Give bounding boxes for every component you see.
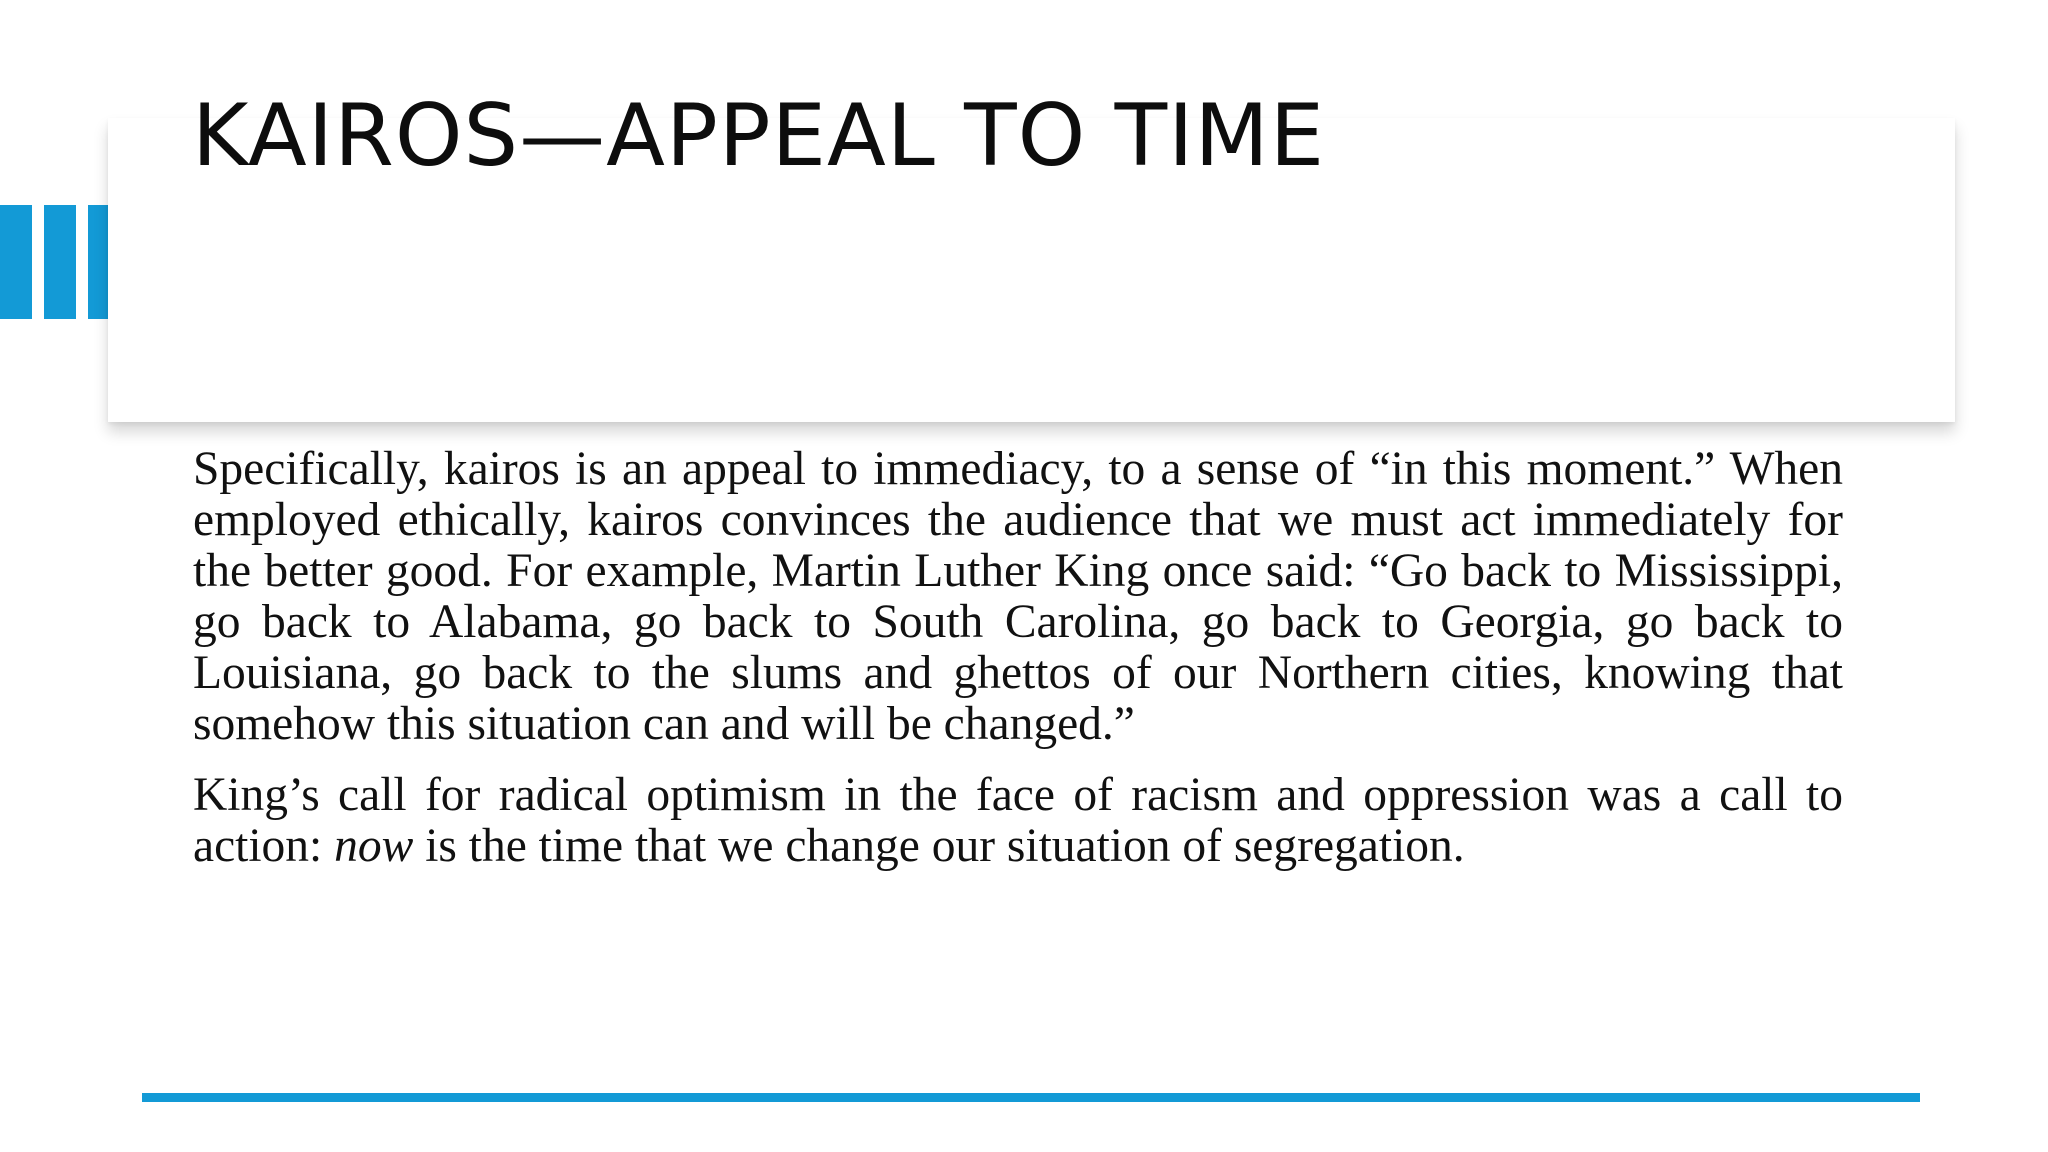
slide-body — [193, 444, 1843, 872]
body-paragraph — [193, 770, 1843, 872]
accent-bar — [88, 205, 108, 319]
body-paragraph: Specifically, kairos is an appeal to immediacy, to a sense of “in this moment.” When employed ethically, kairos convinces the audience that we must act immediately for the better good. For example, Martin Luther King once said: “Go back to Mississippi, go back to Alabama, go back to South Carolina, go back to Georgia, go back to Louisiana, go back to the slums and ghettos of our Northern cities, knowing that somehow this situation can and will be changed.” — [193, 443, 1843, 750]
accent-bar — [0, 205, 32, 319]
accent-bar — [44, 205, 76, 319]
bottom-rule — [142, 1093, 1920, 1102]
emphasized-word: now — [334, 820, 414, 872]
slide-title: KAIROS—APPEAL TO TIME — [192, 86, 1326, 186]
paragraph-text: is the time that we change our situation of segregation. — [413, 820, 1465, 872]
paragraph-text: King’s call for radical optimism in the face of racism and oppression was a call to action: — [193, 769, 1843, 872]
left-accent-bars — [0, 205, 108, 319]
